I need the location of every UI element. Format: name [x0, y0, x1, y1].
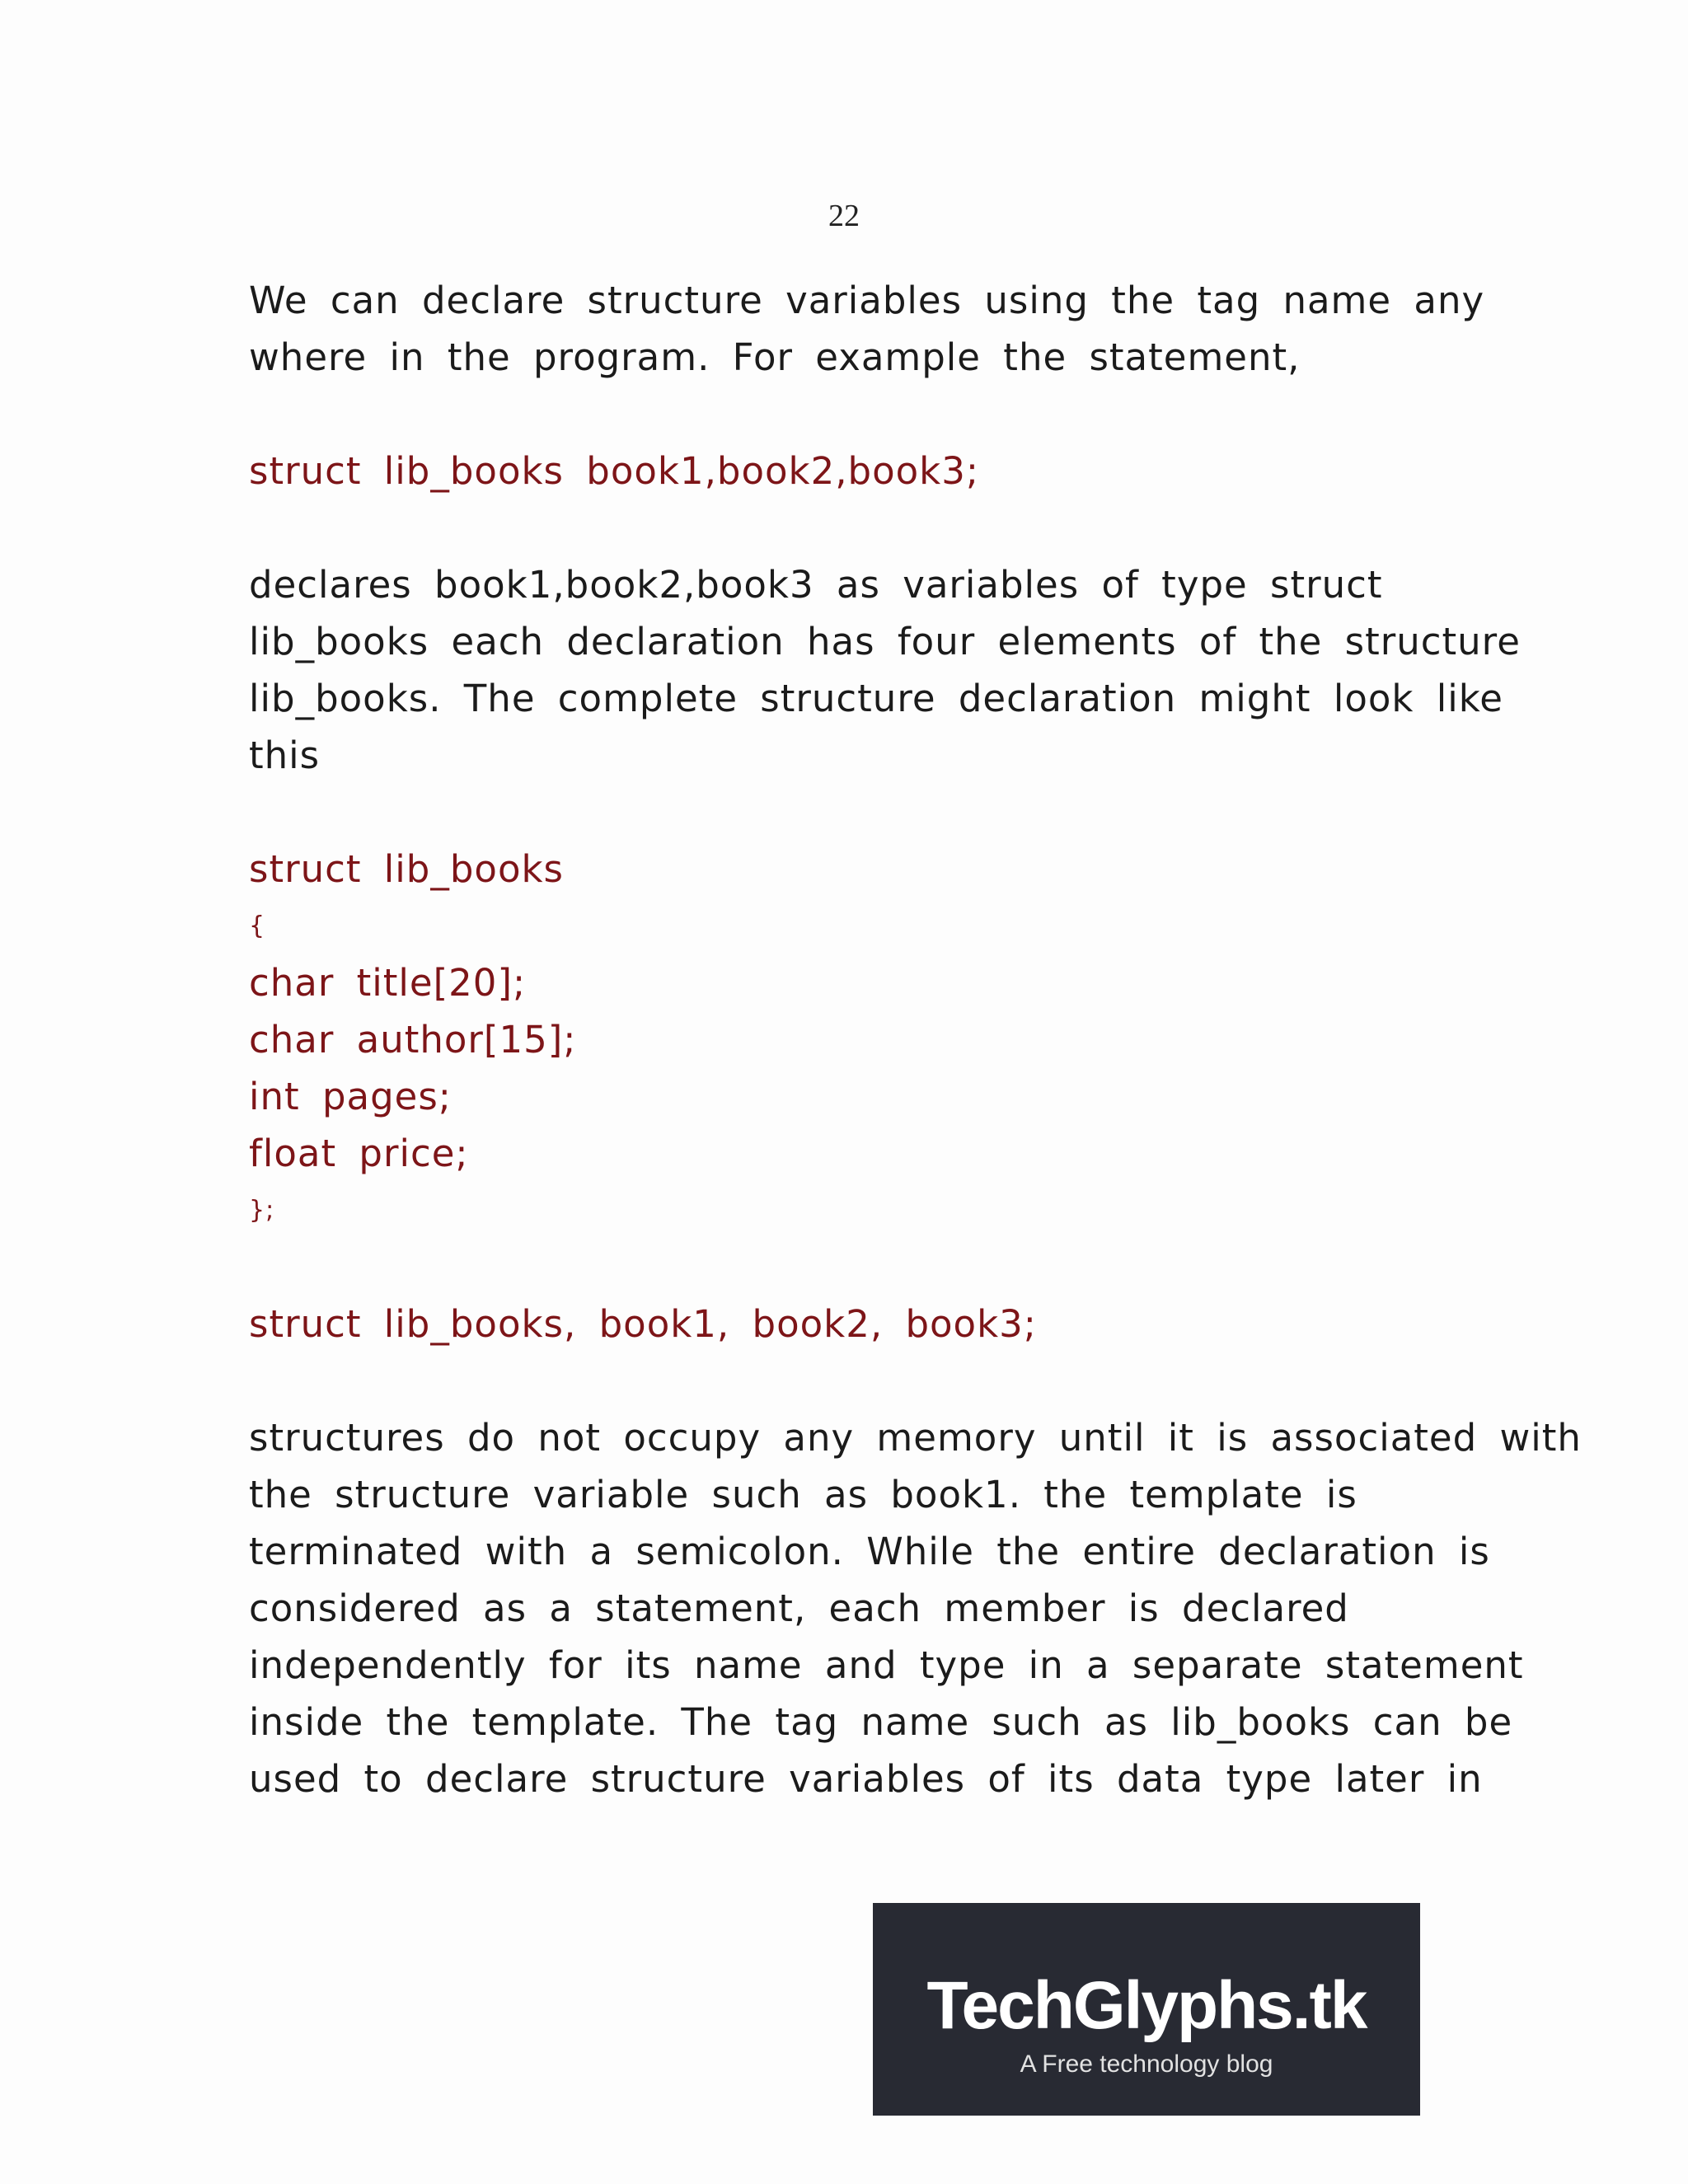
code-block-struct: [249, 841, 1452, 1239]
paragraph-declares: [249, 556, 1521, 784]
code-line: struct lib_books: [249, 847, 565, 891]
text-line: terminated with a semicolon. While the entire declaration is: [249, 1530, 1490, 1573]
text-line: We can declare structure variables using the tag name any: [249, 279, 1485, 322]
code-line: char title[20];: [249, 961, 527, 1005]
watermark-title: TechGlyphs.tk: [926, 1968, 1367, 2043]
paragraph-structures: [249, 1409, 1582, 1807]
paragraph-intro: [249, 272, 1485, 386]
code-line: float price;: [249, 1132, 469, 1175]
text-line: lib_books each declaration has four elements of the structure: [249, 620, 1521, 663]
text-line: where in the program. For example the statement,: [249, 335, 1301, 379]
text-line: this: [249, 733, 321, 777]
page-body: [249, 272, 1582, 1807]
page-number: 22: [828, 199, 860, 233]
code-line: struct lib_books, book1, book2, book3;: [249, 1302, 1037, 1346]
code-line: };: [249, 1196, 275, 1225]
code-line: int pages;: [249, 1075, 452, 1118]
text-line: inside the template. The tag name such as lib_books can be: [249, 1700, 1513, 1744]
text-line: independently for its name and type in a separate statement: [249, 1643, 1524, 1687]
text-line: the structure variable such as book1. the template is: [249, 1473, 1357, 1516]
text-line: considered as a statement, each member is declared: [249, 1586, 1349, 1630]
watermark-subtitle: A Free technology blog: [1020, 2050, 1273, 2078]
text-line: used to declare structure variables of its data type later in: [249, 1757, 1483, 1801]
watermark-logo: [873, 1903, 1420, 2116]
code-line: {: [249, 912, 266, 940]
code-line: char author[15];: [249, 1018, 577, 1062]
text-line: declares book1,book2,book3 as variables of type struct: [249, 563, 1383, 607]
text-line: structures do not occupy any memory until it is associated with: [249, 1416, 1582, 1460]
code-line: struct lib_books book1,book2,book3;: [249, 449, 980, 493]
text-line: lib_books. The complete structure declaration might look like: [249, 677, 1503, 720]
